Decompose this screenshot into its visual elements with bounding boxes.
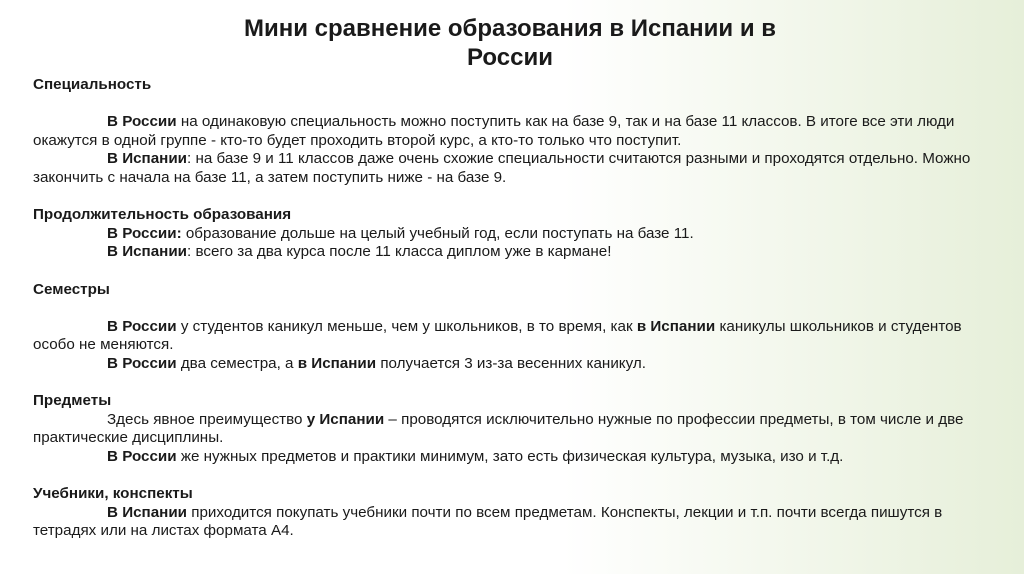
text-run: : всего за два курса после 11 класса диплом уже в кармане! — [187, 243, 612, 261]
paragraph-semesters-holidays — [33, 318, 973, 355]
paragraph-subjects-russia — [33, 448, 973, 467]
text-run: – проводятся исключительно нужные по профессии предметы, в том числе и две практические дисциплины. — [33, 410, 964, 447]
title-line-2: России — [467, 44, 553, 71]
bold-phrase: В Испании — [107, 150, 188, 168]
bold-phrase: в Испании — [636, 317, 716, 335]
heading-subjects: Предметы — [33, 392, 112, 410]
spacer — [33, 262, 973, 281]
spacer — [33, 374, 973, 393]
slide-body — [33, 76, 973, 541]
slide-title — [210, 14, 810, 72]
title-line-1: Мини сравнение образования в Испании и в — [243, 15, 777, 42]
paragraph-subjects-spain — [33, 411, 973, 448]
spacer — [33, 299, 973, 318]
paragraph-textbooks-spain — [33, 504, 973, 541]
spacer — [33, 188, 973, 207]
text-run: приходится покупать учебники почти по всем предметам. Конспекты, лекции и т.п. почти всегда пишутся в тетрадях или на листах формата А4. — [33, 503, 943, 540]
bold-phrase: В России — [107, 317, 177, 335]
paragraph-semesters-count — [33, 355, 973, 374]
text-run: Здесь явное преимущество — [107, 410, 307, 428]
spacer — [33, 466, 973, 485]
text-run: у студентов каникул меньше, чем у школьников, в то время, как — [176, 317, 637, 335]
paragraph-duration-russia — [33, 225, 973, 244]
bold-phrase: В Испании — [107, 243, 188, 261]
bold-phrase: В России: — [107, 224, 182, 242]
bold-phrase: В России — [107, 113, 177, 131]
paragraph-specialty-russia — [33, 113, 973, 150]
bold-phrase: В России — [107, 354, 177, 372]
text-run: же нужных предметов и практики минимум, зато есть физическая культура, музыка, изо и т.д. — [176, 447, 844, 465]
text-run: : на базе 9 и 11 классов даже очень схожие специальности считаются разными и проходятся отдельно. Можно закончить с начала на базе 11, а затем поступить ниже - на базе 9. — [33, 150, 971, 186]
paragraph-duration-spain — [33, 243, 973, 262]
bold-phrase: в Испании — [297, 354, 377, 372]
text-run: образование дольше на целый учебный год, если поступать на базе 11. — [181, 224, 694, 242]
text-run: на одинаковую специальность можно поступить как на базе 9, так и на базе 11 классов. В итоге все эти люди окажутся в одной группе - кто-то будет проходить второй курс, а кто-то только что поступит. — [33, 113, 955, 149]
heading-specialty: Специальность — [33, 76, 152, 93]
paragraph-specialty-spain — [33, 150, 973, 187]
text-run: каникулы школьников и студентов особо не меняются. — [33, 317, 962, 354]
heading-duration: Продолжительность образования — [33, 206, 292, 224]
bold-phrase: у Испании — [306, 410, 385, 428]
text-run: получается 3 из-за весенних каникул. — [376, 354, 646, 372]
bold-phrase: В Испании — [107, 503, 188, 521]
text-run: два семестра, а — [176, 354, 298, 372]
heading-textbooks: Учебники, конспекты — [33, 485, 193, 503]
bold-phrase: В России — [107, 447, 177, 465]
heading-semesters: Семестры — [33, 280, 110, 298]
spacer — [33, 95, 973, 114]
